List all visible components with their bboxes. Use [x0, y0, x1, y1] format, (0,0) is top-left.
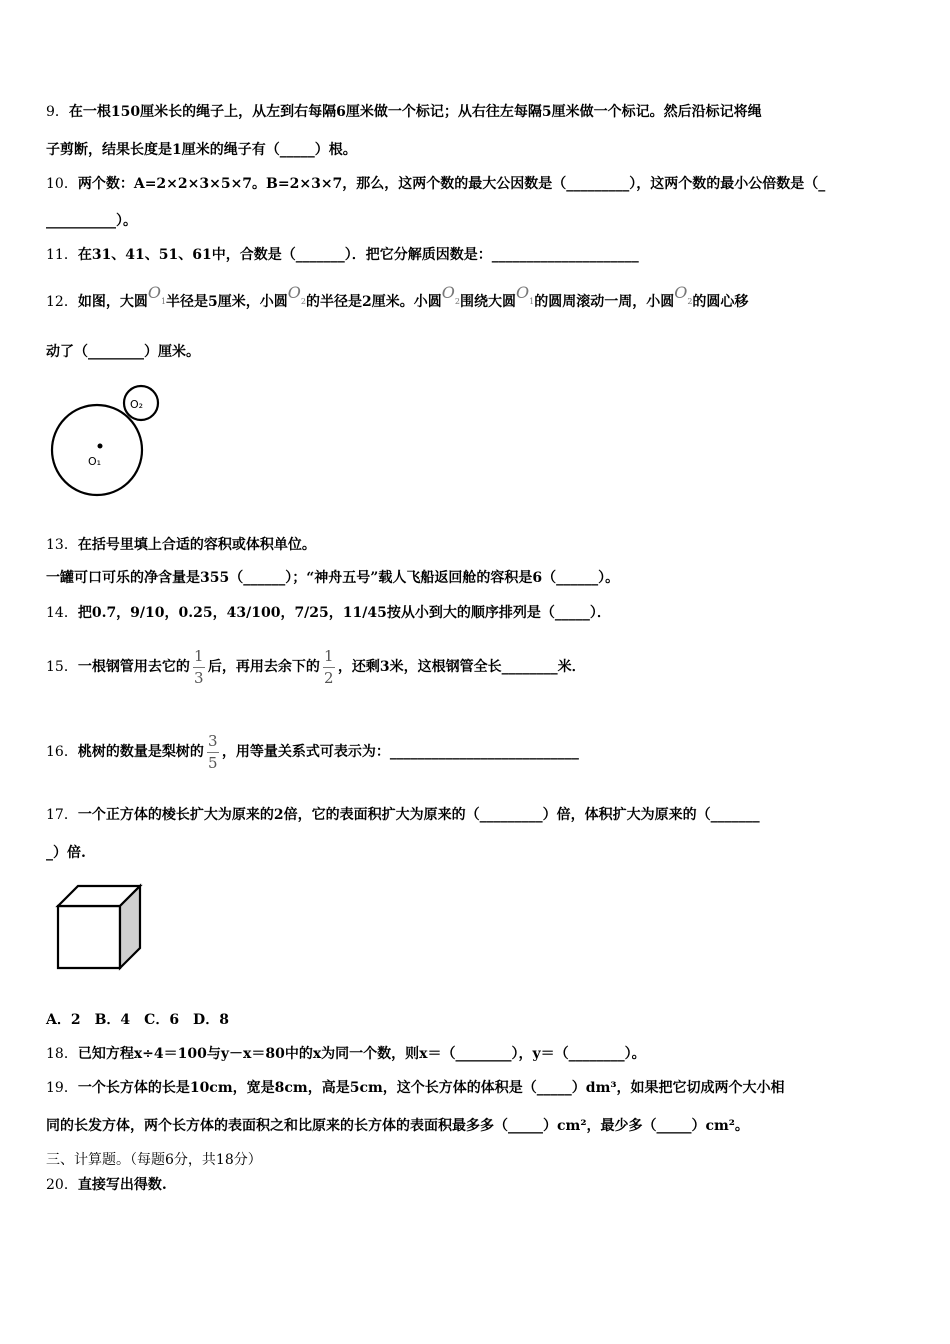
o1-symbol: $O_1$	[515, 283, 535, 307]
q9-number: 9．	[46, 104, 69, 120]
q19-line1	[46, 1079, 910, 1097]
q13-line1	[46, 536, 910, 554]
q18-number: 18．	[46, 1046, 78, 1062]
big-circle-label: O₁	[88, 455, 102, 468]
q18-text-1: 已知方程x÷4＝100与y－x＝80中的x为同一个数，则x＝（________），y＝（________）。	[77, 1046, 646, 1062]
q17-number: 17．	[46, 807, 78, 823]
q14-line1	[46, 604, 910, 622]
circles-figure	[50, 383, 165, 499]
q14-number: 14．	[46, 605, 78, 621]
section-3-title: 三、计算题。（每题6分，共18分）	[46, 1152, 262, 1168]
fraction-one-third: $\frac{1}{3}$	[194, 646, 204, 687]
q15-text-2: 后，再用去余下的	[207, 659, 320, 675]
q13-text-1: 在括号里填上合适的容积或体积单位。	[77, 537, 316, 553]
q13-number: 13．	[46, 537, 78, 553]
o2-symbol: $O_2$	[441, 283, 460, 307]
q19-line2: 同的长发方体，两个长方体的表面积之和比原来的长方体的表面积最多多（_____）cm²，最少多（_____）cm²。	[46, 1118, 749, 1134]
q11-text-1: 在31、41、51、61中，合数是（_______）．把它分解质因数是：_____________________	[77, 247, 639, 263]
q12-text-3: 的半径是2厘米。小圆	[306, 294, 442, 310]
q12-line2: 动了（________）厘米。	[46, 344, 200, 360]
q11-number: 11．	[46, 247, 78, 263]
q16-text-1: 桃树的数量是梨树的	[77, 744, 204, 760]
fraction-one-half: $\frac{1}{2}$	[324, 646, 334, 687]
big-circle-center	[98, 444, 103, 449]
q17-options: A．2 B．4 C．6 D．8	[46, 1012, 229, 1028]
q12-text-2: 半径是5厘米，小圆	[166, 294, 288, 310]
q12-text-5: 的圆周滚动一周，小圆	[534, 294, 675, 310]
q20-line1	[46, 1176, 910, 1194]
q9-text-1: 在一根150厘米长的绳子上，从左到右每隔6厘米做一个标记；从右往左每隔5厘米做一个标记。然后沿标记将绳	[68, 104, 762, 120]
q12-number: 12．	[46, 294, 78, 310]
q20-number: 20．	[46, 1177, 78, 1193]
q12-text-1: 如图，大圆	[77, 294, 148, 310]
q12-text-6: 的圆心移	[692, 294, 749, 310]
q10-line1	[46, 175, 910, 193]
q16-number: 16．	[46, 744, 78, 760]
q12-line1	[46, 283, 910, 317]
q13-line2: 一罐可口可乐的净含量是355（______）；“神舟五号”载人飞船返回舱的容积是6（______）。	[46, 570, 620, 586]
fraction-three-fifths: $\frac{3}{5}$	[208, 731, 218, 772]
q15-line1	[46, 638, 910, 696]
big-circle	[52, 405, 142, 495]
o2-symbol: $O_2$	[287, 283, 307, 307]
q20-text-1: 直接写出得数.	[77, 1177, 167, 1193]
q9-line1	[46, 103, 910, 121]
q18-line1	[46, 1045, 910, 1063]
q16-line1	[46, 721, 910, 783]
q10-number: 10．	[46, 176, 78, 192]
o2-symbol: $O_2$	[674, 283, 693, 307]
cube-front-face	[58, 906, 120, 968]
q9-line2: 子剪断，结果长度是1厘米的绳子有（_____）根。	[46, 142, 357, 158]
o1-symbol: $O_1$	[147, 283, 167, 307]
q10-text-1: 两个数：A=2×2×3×5×7。B=2×3×7，那么，这两个数的最大公因数是（_________），这两个数的最小公倍数是（_	[77, 176, 826, 192]
q17-text-1: 一个正方体的棱长扩大为原来的2倍，它的表面积扩大为原来的（_________）倍，体积扩大为原来的（_______	[77, 807, 760, 823]
q17-line1	[46, 806, 910, 824]
small-circle-label: O₂	[130, 398, 144, 411]
q19-text-1: 一个长方体的长是10cm，宽是8cm，高是5cm，这个长方体的体积是（_____）dm³，如果把它切成两个大小相	[77, 1080, 785, 1096]
cube-figure	[52, 882, 148, 974]
q12-text-4: 围绕大圆	[459, 294, 516, 310]
q11-line1	[46, 246, 910, 264]
q15-number: 15．	[46, 659, 78, 675]
q15-text-1: 一根钢管用去它的	[77, 659, 190, 675]
q17-line2: _）倍.	[46, 845, 86, 861]
q14-text-1: 把0.7，9/10，0.25，43/100，7/25，11/45按从小到大的顺序排列是（_____）．	[77, 605, 611, 621]
q15-text-3: ，还剩3米，这根钢管全长________米．	[337, 659, 586, 675]
q10-line2: __________）。	[46, 213, 137, 229]
q16-text-2: ，用等量关系式可表示为：___________________________	[221, 744, 579, 760]
q19-number: 19．	[46, 1080, 78, 1096]
